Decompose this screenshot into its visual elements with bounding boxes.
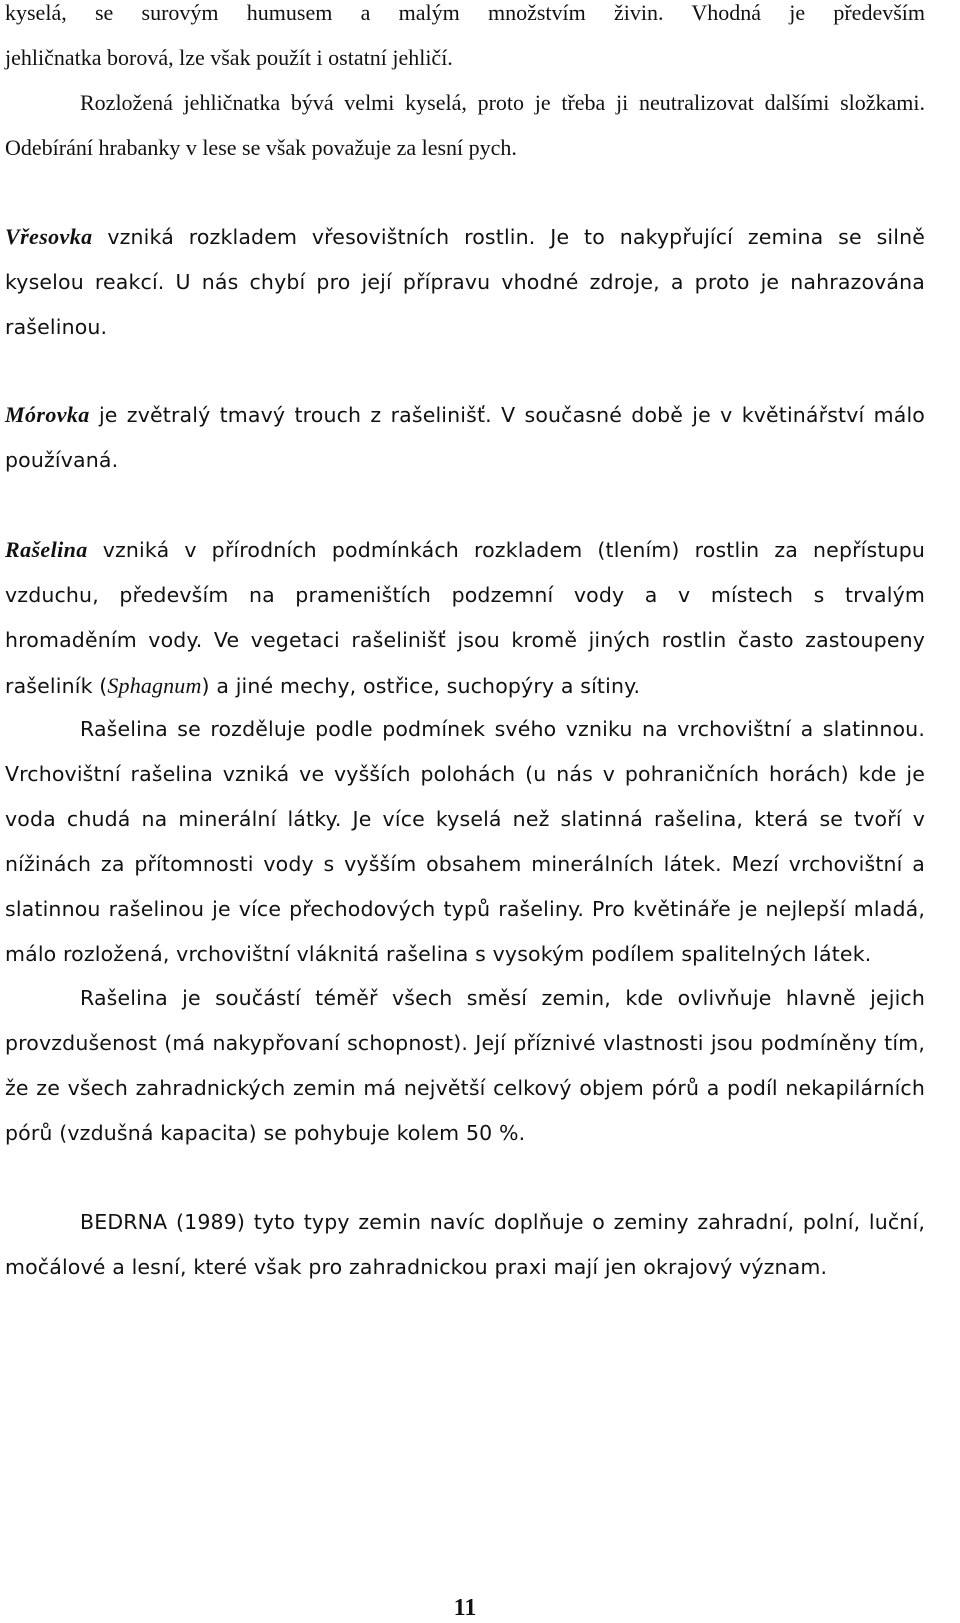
paragraph-text: vzniká rozkladem vřesovištních rostlin. Je to nakypřující zemina se silně kyselou reakcí. U nás chybí pro její přípravu vhodné zdroje, a proto je nahrazována rašelinou. (5, 225, 925, 339)
paragraph-raselina-types (5, 707, 925, 977)
paragraph-text: Rašelina se rozděluje podle podmínek svého vzniku na vrchovištní a slatinnou. Vrchovištní rašelina vzniká ve vyšších polohách (u nás v pohraničních horách) kde je voda chudá na minerální látky. Je více kyselá než slatinná rašelina, která se tvoří v nížinách za přítomnosti vody s vyšším obsahem minerálních látek. Mezí vrchovištní a slatinnou rašelinou je více přechodových typů rašeliny. Pro květináře je nejlepší mladá, málo rozložená, vrchovištní vláknitá rašelina s vysokým podílem spalitelných látek. (5, 717, 925, 966)
paragraph-raselina (5, 527, 925, 709)
paragraph-continued (5, 0, 925, 80)
species-name: Sphagnum (107, 673, 202, 698)
paragraph-line: kyselá, se surovým humusem a malým množstvím živin. Vhodná je především (5, 0, 925, 25)
paragraph-line: jehličnatka borová, lze však použít i ostatní jehličí. (5, 45, 453, 70)
paragraph-text: vzniká v přírodních podmínkách rozkladem (tlením) rostlin za nepřístupu vzduchu, především na prameništích podzemní vody a v místech s trvalým hromaděním vody. Ve vegetaci rašelinišť jsou kromě jiných rostlin často zastoupeny rašeliník ( (5, 538, 925, 698)
paragraph-text: BEDRNA (1989) tyto typy zemin navíc doplňuje o zeminy zahradní, polní, luční, močálové a lesní, které však pro zahradnickou praxi mají jen okrajový význam. (5, 1210, 925, 1279)
term-vresovka: Vřesovka (5, 224, 93, 249)
paragraph-morovka (5, 392, 925, 483)
page-number: 11 (453, 1595, 477, 1621)
paragraph-vresovka (5, 214, 925, 350)
paragraph-bedrna (5, 1200, 925, 1290)
paragraph-text: ) a jiné mechy, ostřice, suchopýry a sítiny. (201, 674, 641, 698)
paragraph-text: Rašelina je součástí téměř všech směsí zemin, kde ovlivňuje hlavně jejich provzdušenost (má nakypřovaní schopnost). Její příznivé vlastnosti jsou podmíněny tím, že ze všech zahradnických zemin má největší celkový objem pórů a podíl nekapilárních pórů (vzdušná kapacita) se pohybuje kolem 50 %. (5, 986, 925, 1145)
paragraph-raselina-properties (5, 976, 925, 1156)
paragraph-text: Rozložená jehličnatka bývá velmi kyselá, proto je třeba ji neutralizovat dalšími složkami. Odebírání hrabanky v lese se však považuje za lesní pych. (5, 90, 925, 160)
paragraph-text: je zvětralý tmavý trouch z rašelinišť. V současné době je v květinářství málo používaná. (5, 403, 925, 472)
term-raselina: Rašelina (5, 537, 88, 562)
term-morovka: Mórovka (5, 402, 90, 427)
paragraph-jehlicnatka (5, 80, 925, 170)
